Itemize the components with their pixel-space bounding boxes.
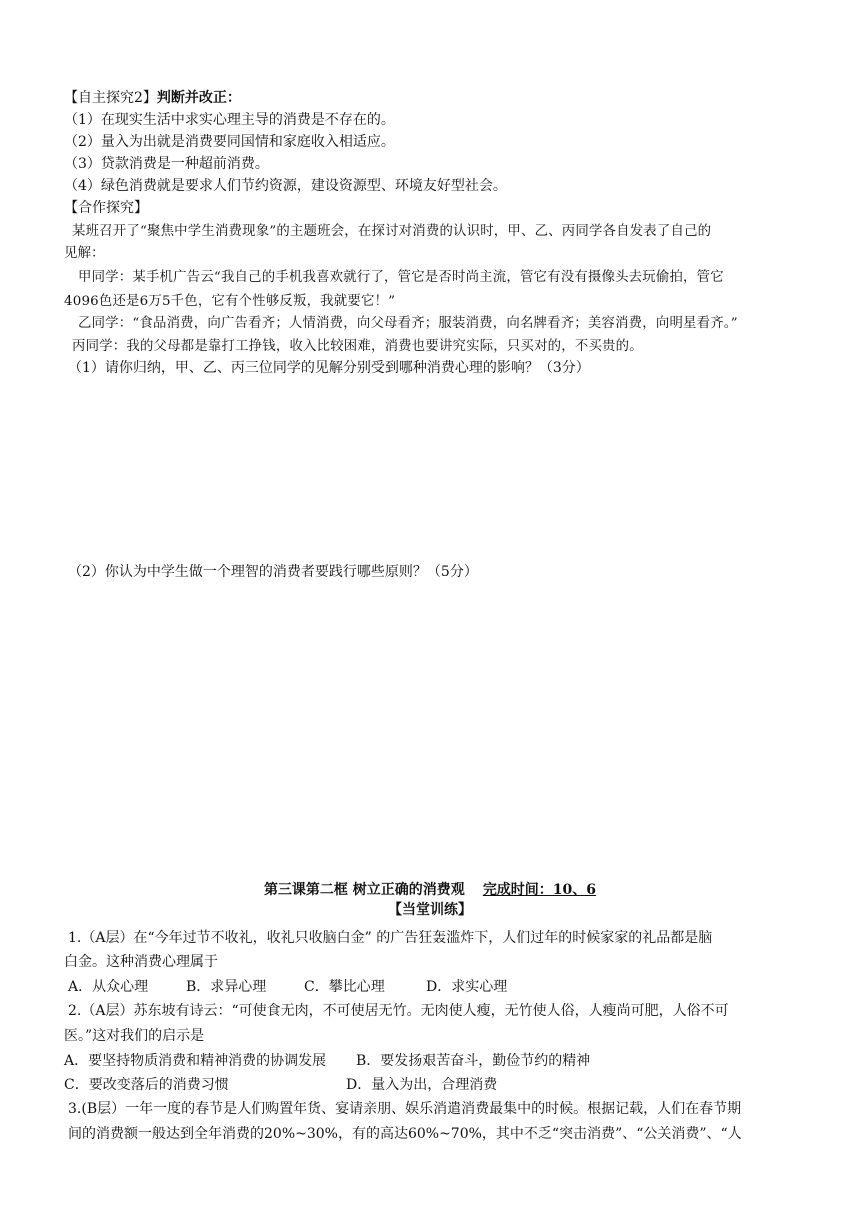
explore2-heading-text: 判断并改正： [156, 90, 241, 106]
coop-question-1: （1）请你归纳，甲、乙、丙三位同学的见解分别受到哪种消费心理的影响？（3分） [68, 360, 590, 376]
question-3-line2: 间的消费额一般达到全年消费的20%~30%，有的高达60%~70%，其中不乏“突击消费”、“公关消费”、“人 [68, 1126, 742, 1142]
explore2-item-4: （4）绿色消费就是要求人们节约资源，建设资源型、环境友好型社会。 [64, 178, 507, 194]
question-2-line1: 2.（A层）苏东坡有诗云：“可使食无肉，不可使居无竹。无肉使人瘦，无竹使人俗，人瘦尚可肥，人俗不可 [68, 1003, 729, 1019]
question-1-option-d: D．求实心理 [426, 979, 508, 995]
question-1-option-b: B．求异心理 [186, 979, 267, 995]
coop-jia-line2: 4096色还是6万5千色，它有个性够反叛，我就要它！” [64, 294, 396, 309]
question-1-line2: 白金。这种消费心理属于 [64, 954, 218, 970]
coop-jia-line1: 甲同学：某手机广告云“我自己的手机我喜欢就行了，管它是否时尚主流，管它有没有摄像头去玩偷拍，管它 [78, 270, 724, 285]
section-title-line [0, 880, 860, 900]
question-2-options-row2 [64, 1075, 497, 1095]
coop-yi: 乙同学：“食品消费，向广告看齐；人情消费，向父母看齐；服装消费，向名牌看齐；美容消费，向明星看齐。” [78, 316, 738, 331]
question-2-options-row1 [64, 1051, 590, 1071]
explore2-heading-bracket: 【自主探究2】 [64, 90, 157, 106]
question-1-options [68, 977, 507, 997]
explore2-heading [64, 88, 241, 108]
question-2-option-c: C．要改变落后的消费习惯 [64, 1077, 229, 1093]
question-2-option-a: A．要坚持物质消费和精神消费的协调发展 [64, 1053, 327, 1069]
coop-heading: 【合作探究】 [64, 200, 148, 216]
section-subheading: 【当堂训练】 [388, 902, 472, 918]
question-2-option-d: D．量入为出，合理消费 [346, 1077, 498, 1093]
question-1-option-c: C．攀比心理 [304, 979, 385, 995]
coop-intro-line2: 见解： [64, 246, 105, 261]
coop-bing: 丙同学：我的父母都是靠打工挣钱，收入比较困难，消费也要讲究实际，只买对的，不买贵的。 [72, 339, 643, 354]
explore2-item-3: （3）贷款消费是一种超前消费。 [64, 156, 269, 172]
explore2-item-1: （1）在现实生活中求实心理主导的消费是不存在的。 [64, 112, 395, 128]
question-2-line2: 医。”这对我们的启示是 [64, 1028, 205, 1044]
question-3-line1: 3.(B层）一年一度的春节是人们购置年货、宴请亲朋、娱乐消遣消费最集中的时候。根据记载，人们在春节期 [68, 1101, 742, 1117]
question-1-option-a: A．从众心理 [68, 979, 149, 995]
coop-intro-line1: 某班召开了“聚焦中学生消费现象”的主题班会，在探讨对消费的认识时，甲、乙、丙同学各自发表了自己的 [72, 224, 712, 239]
question-1-line1: 1.（A层）在“今年过节不收礼，收礼只收脑白金” 的广告狂轰滥炸下，人们过年的时候家家的礼品都是脑 [68, 930, 713, 946]
completion-time: 完成时间：10、6 [482, 882, 597, 898]
question-2-option-b: B．要发扬艰苦奋斗，勤俭节约的精神 [356, 1053, 591, 1069]
coop-question-2: （2）你认为中学生做一个理智的消费者要践行哪些原则？（5分） [68, 564, 478, 580]
section-title: 第三课第二框 树立正确的消费观 [263, 882, 465, 898]
explore2-item-2: （2）量入为出就是消费要同国情和家庭收入相适应。 [64, 134, 395, 150]
